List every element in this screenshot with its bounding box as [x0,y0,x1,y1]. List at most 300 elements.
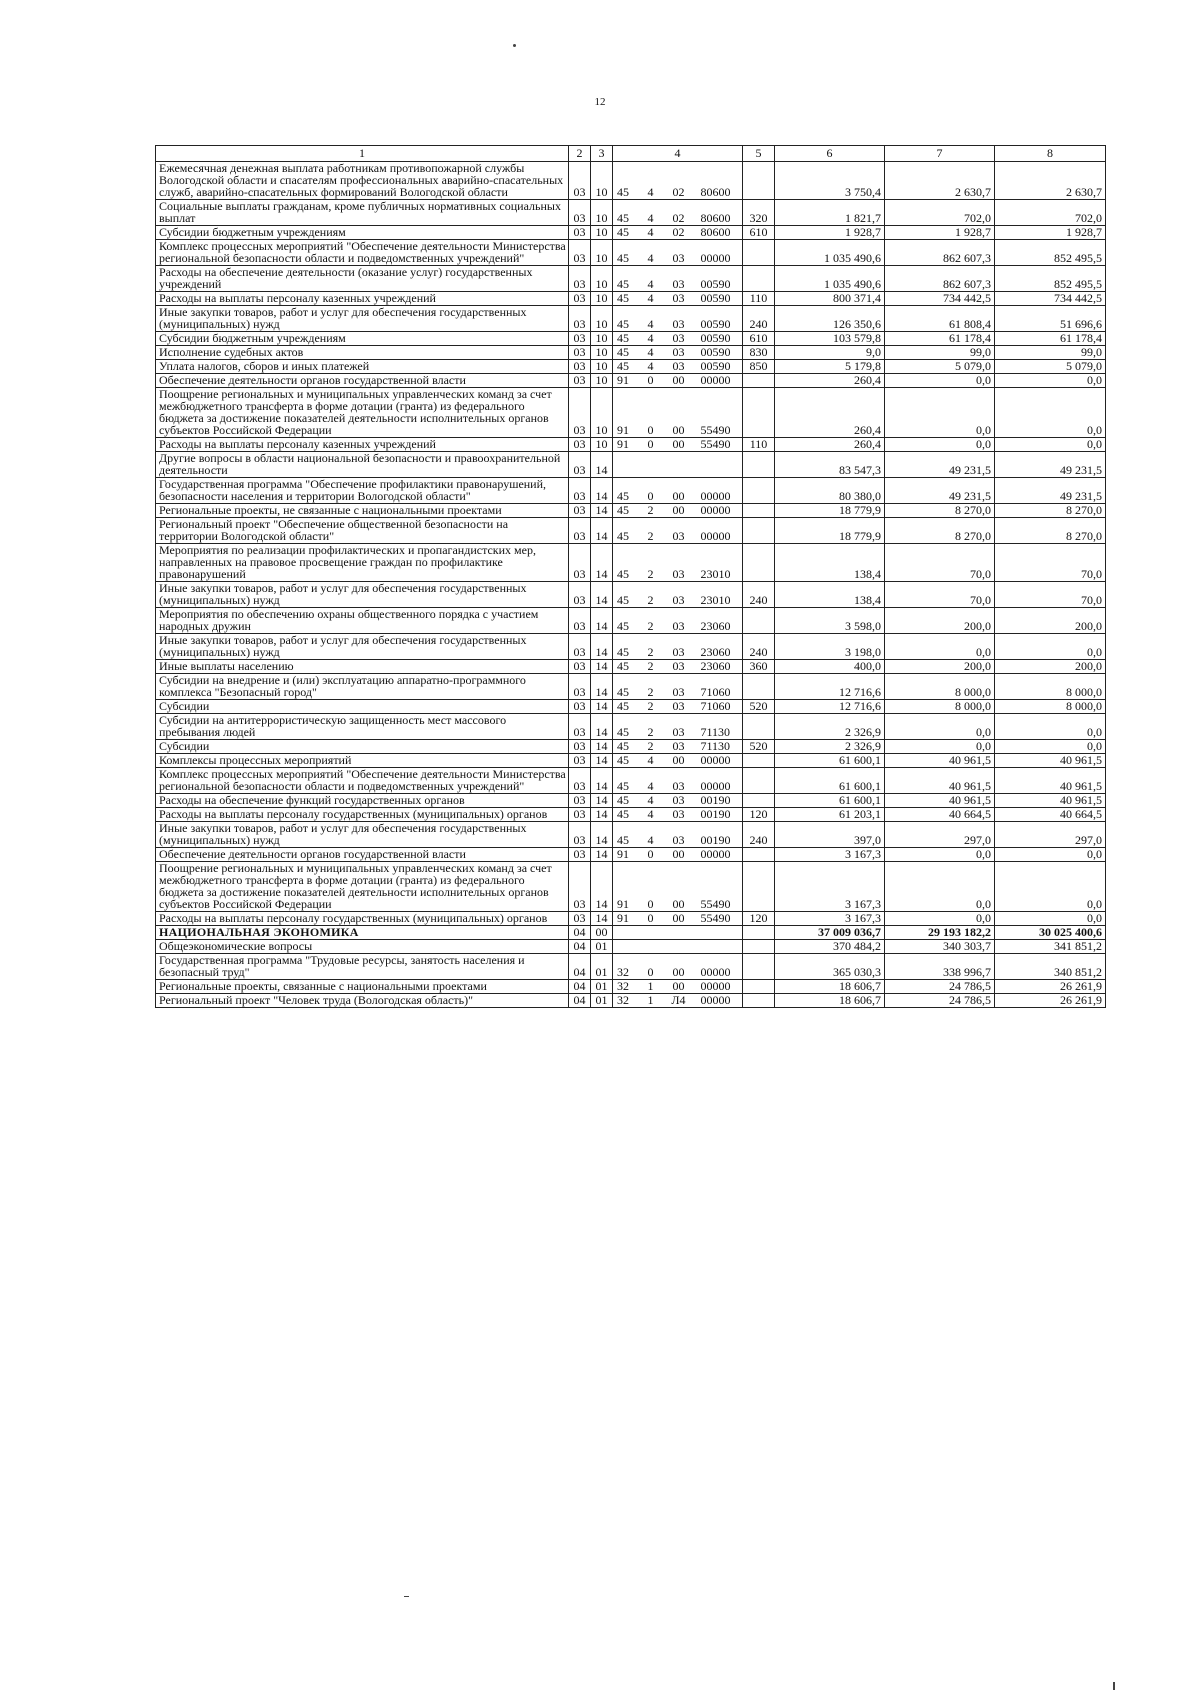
expense-type-code [743,388,775,438]
header-row [156,146,1106,162]
direction-code: 00590 [695,346,743,360]
subsection-code: 14 [591,700,613,714]
table-row [156,226,1106,240]
program-type-code: 0 [639,438,663,452]
amount-col-7: 70,0 [885,582,995,608]
direction-code: 23010 [695,582,743,608]
expense-type-code [743,162,775,200]
amount-col-8: 734 442,5 [995,292,1106,306]
table-row [156,374,1106,388]
program-code: 45 [613,162,639,200]
program-code: 45 [613,754,639,768]
subsection-code: 10 [591,266,613,292]
table-row [156,240,1106,266]
section-code: 03 [569,660,591,674]
structural-element-code [663,926,695,940]
amount-col-7: 8 000,0 [885,674,995,700]
row-name: Мероприятия по реализации профилактических и пропагандистских мер, направленных на правовое просвещение граждан по профилактике правонарушений [156,544,569,582]
amount-col-8: 70,0 [995,544,1106,582]
col-header-2: 2 [569,146,591,162]
program-code: 45 [613,544,639,582]
amount-col-7: 49 231,5 [885,478,995,504]
program-type-code: 2 [639,740,663,754]
amount-col-7: 40 961,5 [885,794,995,808]
program-code: 45 [613,808,639,822]
program-type-code: 1 [639,994,663,1008]
table-row [156,768,1106,794]
program-type-code: 4 [639,332,663,346]
row-name: Государственная программа "Обеспечение профилактики правонарушений, безопасности населения и территории Вологодской области" [156,478,569,504]
subsection-code: 10 [591,162,613,200]
col-header-4: 4 [613,146,743,162]
table-row [156,754,1106,768]
program-type-code: 4 [639,200,663,226]
direction-code: 00590 [695,332,743,346]
row-name: Субсидии на внедрение и (или) эксплуатацию аппаратно-программного комплекса "Безопасный город" [156,674,569,700]
program-code: 45 [613,674,639,700]
subsection-code: 01 [591,954,613,980]
expense-type-code [743,504,775,518]
subsection-code: 14 [591,808,613,822]
direction-code [695,452,743,478]
section-code: 03 [569,360,591,374]
direction-code: 55490 [695,438,743,452]
subsection-code: 14 [591,634,613,660]
program-code: 45 [613,768,639,794]
table-row [156,582,1106,608]
structural-element-code: 03 [663,700,695,714]
subsection-code: 14 [591,794,613,808]
amount-col-8: 702,0 [995,200,1106,226]
row-name: Иные закупки товаров, работ и услуг для обеспечения государственных (муниципальных) нужд [156,822,569,848]
expense-type-code [743,518,775,544]
expense-type-code: 240 [743,306,775,332]
section-code: 03 [569,794,591,808]
amount-col-7: 0,0 [885,912,995,926]
subsection-code: 10 [591,226,613,240]
amount-col-6: 5 179,8 [775,360,885,374]
amount-col-8: 51 696,6 [995,306,1106,332]
section-code: 03 [569,862,591,912]
section-code: 04 [569,980,591,994]
section-code: 03 [569,292,591,306]
expense-type-code [743,266,775,292]
structural-element-code [663,940,695,954]
amount-col-6: 18 779,9 [775,504,885,518]
table-row [156,162,1106,200]
section-code: 03 [569,912,591,926]
amount-col-6: 370 484,2 [775,940,885,954]
row-name: Мероприятия по обеспечению охраны общественного порядка с участием народных дружин [156,608,569,634]
section-code: 03 [569,544,591,582]
amount-col-7: 1 928,7 [885,226,995,240]
amount-col-6: 3 167,3 [775,862,885,912]
amount-col-8: 26 261,9 [995,980,1106,994]
table-row [156,634,1106,660]
program-type-code: 4 [639,240,663,266]
section-code: 03 [569,200,591,226]
table-row [156,452,1106,478]
program-code: 91 [613,848,639,862]
subsection-code: 14 [591,452,613,478]
row-name: Региональный проект "Обеспечение общественной безопасности на территории Вологодской области" [156,518,569,544]
subsection-code: 10 [591,200,613,226]
amount-col-7: 5 079,0 [885,360,995,374]
table-row [156,266,1106,292]
amount-col-8: 30 025 400,6 [995,926,1106,940]
section-code: 03 [569,388,591,438]
col-header-7: 7 [885,146,995,162]
expense-type-code [743,478,775,504]
program-code: 45 [613,740,639,754]
table-body [156,162,1106,1008]
program-type-code: 0 [639,478,663,504]
amount-col-6: 103 579,8 [775,332,885,346]
section-code: 03 [569,438,591,452]
direction-code: 00590 [695,360,743,374]
program-type-code: 4 [639,808,663,822]
amount-col-6: 800 371,4 [775,292,885,306]
direction-code [695,926,743,940]
subsection-code: 14 [591,478,613,504]
structural-element-code: 00 [663,374,695,388]
program-type-code: 4 [639,794,663,808]
expense-type-code: 240 [743,634,775,660]
amount-col-8: 49 231,5 [995,478,1106,504]
amount-col-8: 341 851,2 [995,940,1106,954]
program-code: 32 [613,980,639,994]
amount-col-7: 200,0 [885,660,995,674]
expense-type-code [743,374,775,388]
structural-element-code: 02 [663,200,695,226]
table-row [156,822,1106,848]
program-code: 45 [613,504,639,518]
structural-element-code: 00 [663,980,695,994]
subsection-code: 10 [591,360,613,374]
direction-code: 71060 [695,674,743,700]
table-row [156,940,1106,954]
amount-col-6: 260,4 [775,438,885,452]
expense-type-code [743,544,775,582]
program-type-code: 4 [639,266,663,292]
expense-type-code: 320 [743,200,775,226]
program-code: 45 [613,608,639,634]
section-code: 03 [569,374,591,388]
structural-element-code: 02 [663,162,695,200]
amount-col-7: 862 607,3 [885,266,995,292]
structural-element-code: 03 [663,518,695,544]
section-code: 03 [569,700,591,714]
structural-element-code: 03 [663,306,695,332]
amount-col-7: 2 630,7 [885,162,995,200]
table-row [156,848,1106,862]
section-code: 04 [569,954,591,980]
expense-type-code: 610 [743,332,775,346]
expense-type-code [743,980,775,994]
direction-code: 80600 [695,200,743,226]
subsection-code: 10 [591,438,613,452]
program-code: 91 [613,388,639,438]
expense-type-code [743,940,775,954]
section-code: 03 [569,240,591,266]
table-row [156,306,1106,332]
direction-code: 80600 [695,226,743,240]
amount-col-7: 338 996,7 [885,954,995,980]
program-type-code: 4 [639,292,663,306]
row-name: Иные закупки товаров, работ и услуг для обеспечения государственных (муниципальных) нужд [156,306,569,332]
subsection-code: 14 [591,674,613,700]
scan-speck [513,44,516,47]
amount-col-8: 0,0 [995,388,1106,438]
row-name: Расходы на обеспечение деятельности (оказание услуг) государственных учреждений [156,266,569,292]
table-row [156,608,1106,634]
table-row [156,954,1106,980]
table-row [156,862,1106,912]
amount-col-8: 40 961,5 [995,768,1106,794]
row-name: Комплекс процессных мероприятий "Обеспечение деятельности Министерства региональной безопасности области и подведомственных учреждений" [156,768,569,794]
structural-element-code: 00 [663,848,695,862]
subsection-code: 10 [591,388,613,438]
amount-col-8: 0,0 [995,438,1106,452]
expense-type-code [743,452,775,478]
program-code: 45 [613,794,639,808]
structural-element-code: 03 [663,714,695,740]
program-code: 32 [613,954,639,980]
row-name: Субсидии бюджетным учреждениям [156,332,569,346]
direction-code: 23060 [695,634,743,660]
row-name: Расходы на выплаты персоналу государственных (муниципальных) органов [156,912,569,926]
row-name: Общеэкономические вопросы [156,940,569,954]
program-type-code: 2 [639,674,663,700]
section-code: 03 [569,822,591,848]
direction-code [695,940,743,954]
program-code: 45 [613,518,639,544]
expense-type-code [743,848,775,862]
amount-col-7: 40 961,5 [885,768,995,794]
table-row [156,980,1106,994]
row-name: Расходы на выплаты персоналу государственных (муниципальных) органов [156,808,569,822]
direction-code: 00000 [695,478,743,504]
direction-code: 23060 [695,608,743,634]
subsection-code: 10 [591,240,613,266]
subsection-code: 10 [591,332,613,346]
program-type-code: 4 [639,226,663,240]
row-name: Субсидии на антитеррористическую защищенность мест массового пребывания людей [156,714,569,740]
expense-type-code: 240 [743,822,775,848]
amount-col-8: 8 270,0 [995,504,1106,518]
program-type-code: 4 [639,346,663,360]
amount-col-8: 852 495,5 [995,266,1106,292]
subsection-code: 14 [591,660,613,674]
structural-element-code: 03 [663,822,695,848]
row-name: Поощрение региональных и муниципальных управленческих команд за счет межбюджетного трансферта в форме дотации (гранта) из федерального бюджета за достижение показателей деятельности исполнительных органов субъектов Российской Федерации [156,862,569,912]
expense-type-code: 830 [743,346,775,360]
amount-col-6: 2 326,9 [775,740,885,754]
col-header-8: 8 [995,146,1106,162]
structural-element-code: 03 [663,794,695,808]
expense-type-code [743,954,775,980]
subsection-code: 14 [591,740,613,754]
subsection-code: 14 [591,608,613,634]
budget-table [155,145,1106,1008]
row-name: Комплекс процессных мероприятий "Обеспечение деятельности Министерства региональной безопасности области и подведомственных учреждений" [156,240,569,266]
program-type-code: 0 [639,912,663,926]
direction-code: 00000 [695,754,743,768]
direction-code: 00590 [695,306,743,332]
amount-col-6: 3 167,3 [775,848,885,862]
amount-col-6: 61 203,1 [775,808,885,822]
structural-element-code: 03 [663,240,695,266]
row-name: Иные закупки товаров, работ и услуг для обеспечения государственных (муниципальных) нужд [156,582,569,608]
program-type-code: 1 [639,980,663,994]
section-code: 03 [569,504,591,518]
subsection-code: 14 [591,822,613,848]
amount-col-6: 3 750,4 [775,162,885,200]
scan-speck [1113,1682,1115,1690]
structural-element-code: 00 [663,862,695,912]
row-name: Другие вопросы в области национальной безопасности и правоохранительной деятельности [156,452,569,478]
row-name: Расходы на выплаты персоналу казенных учреждений [156,438,569,452]
amount-col-8: 200,0 [995,608,1106,634]
expense-type-code: 120 [743,808,775,822]
expense-type-code: 360 [743,660,775,674]
section-code: 04 [569,940,591,954]
amount-col-7: 734 442,5 [885,292,995,306]
table-row [156,388,1106,438]
direction-code: 00190 [695,794,743,808]
row-name: Субсидии [156,740,569,754]
row-name: Региональный проект "Человек труда (Вологодская область)" [156,994,569,1008]
table-row [156,360,1106,374]
section-code: 03 [569,848,591,862]
expense-type-code: 110 [743,438,775,452]
program-type-code: 0 [639,848,663,862]
program-code: 45 [613,714,639,740]
amount-col-7: 200,0 [885,608,995,634]
program-type-code: 4 [639,360,663,374]
table-row [156,292,1106,306]
subsection-code: 01 [591,940,613,954]
amount-col-8: 0,0 [995,848,1106,862]
structural-element-code: 00 [663,954,695,980]
row-name: Региональные проекты, не связанные с национальными проектами [156,504,569,518]
direction-code: 23010 [695,544,743,582]
row-name: Региональные проекты, связанные с национальными проектами [156,980,569,994]
structural-element-code: 03 [663,634,695,660]
section-code: 03 [569,266,591,292]
row-name: Комплексы процессных мероприятий [156,754,569,768]
row-name: Иные выплаты населению [156,660,569,674]
amount-col-7: 0,0 [885,714,995,740]
structural-element-code: 03 [663,808,695,822]
amount-col-8: 8 000,0 [995,674,1106,700]
row-name: Поощрение региональных и муниципальных управленческих команд за счет межбюджетного трансферта в форме дотации (гранта) из федерального бюджета за достижение показателей деятельности исполнительных органов субъектов Российской Федерации [156,388,569,438]
table-row [156,794,1106,808]
subsection-code: 14 [591,504,613,518]
direction-code: 55490 [695,912,743,926]
section-code: 03 [569,452,591,478]
table-row [156,346,1106,360]
section-code: 04 [569,926,591,940]
amount-col-7: 99,0 [885,346,995,360]
amount-col-7: 340 303,7 [885,940,995,954]
amount-col-6: 397,0 [775,822,885,848]
amount-col-8: 200,0 [995,660,1106,674]
direction-code: 00000 [695,980,743,994]
program-code: 45 [613,822,639,848]
amount-col-6: 12 716,6 [775,700,885,714]
expense-type-code [743,754,775,768]
amount-col-6: 400,0 [775,660,885,674]
direction-code: 80600 [695,162,743,200]
table-row [156,544,1106,582]
amount-col-7: 8 270,0 [885,518,995,544]
amount-col-7: 0,0 [885,848,995,862]
amount-col-8: 99,0 [995,346,1106,360]
table-row [156,438,1106,452]
subsection-code: 14 [591,754,613,768]
amount-col-6: 83 547,3 [775,452,885,478]
amount-col-8: 2 630,7 [995,162,1106,200]
amount-col-6: 1 035 490,6 [775,266,885,292]
subsection-code: 14 [591,848,613,862]
structural-element-code: Л4 [663,994,695,1008]
program-code: 45 [613,266,639,292]
table-row [156,660,1106,674]
amount-col-6: 9,0 [775,346,885,360]
amount-col-6: 12 716,6 [775,674,885,700]
program-code: 45 [613,360,639,374]
section-code: 03 [569,808,591,822]
amount-col-6: 260,4 [775,374,885,388]
amount-col-6: 18 606,7 [775,980,885,994]
amount-col-8: 40 961,5 [995,754,1106,768]
amount-col-8: 297,0 [995,822,1106,848]
expense-type-code [743,794,775,808]
direction-code: 00590 [695,266,743,292]
expense-type-code: 110 [743,292,775,306]
program-type-code: 4 [639,306,663,332]
section-code: 03 [569,478,591,504]
amount-col-8: 0,0 [995,912,1106,926]
structural-element-code: 00 [663,912,695,926]
amount-col-7: 49 231,5 [885,452,995,478]
row-name: Субсидии бюджетным учреждениям [156,226,569,240]
direction-code: 00000 [695,518,743,544]
subsection-code: 14 [591,912,613,926]
amount-col-7: 702,0 [885,200,995,226]
row-name: Государственная программа "Трудовые ресурсы, занятость населения и безопасный труд" [156,954,569,980]
program-code: 45 [613,478,639,504]
row-name: Исполнение судебных актов [156,346,569,360]
direction-code: 00590 [695,292,743,306]
direction-code: 00000 [695,768,743,794]
amount-col-7: 0,0 [885,438,995,452]
subsection-code: 14 [591,714,613,740]
row-name: Социальные выплаты гражданам, кроме публичных нормативных социальных выплат [156,200,569,226]
subsection-code: 10 [591,292,613,306]
amount-col-7: 0,0 [885,388,995,438]
program-type-code: 4 [639,754,663,768]
table-row [156,478,1106,504]
row-name: Ежемесячная денежная выплата работникам противопожарной службы Вологодской области и спасателям профессиональных аварийно-спасательных служб, аварийно-спасательных формирований Вологодской области [156,162,569,200]
program-code: 45 [613,306,639,332]
amount-col-8: 340 851,2 [995,954,1106,980]
subsection-code: 14 [591,582,613,608]
amount-col-8: 5 079,0 [995,360,1106,374]
table-row [156,518,1106,544]
program-type-code: 2 [639,634,663,660]
